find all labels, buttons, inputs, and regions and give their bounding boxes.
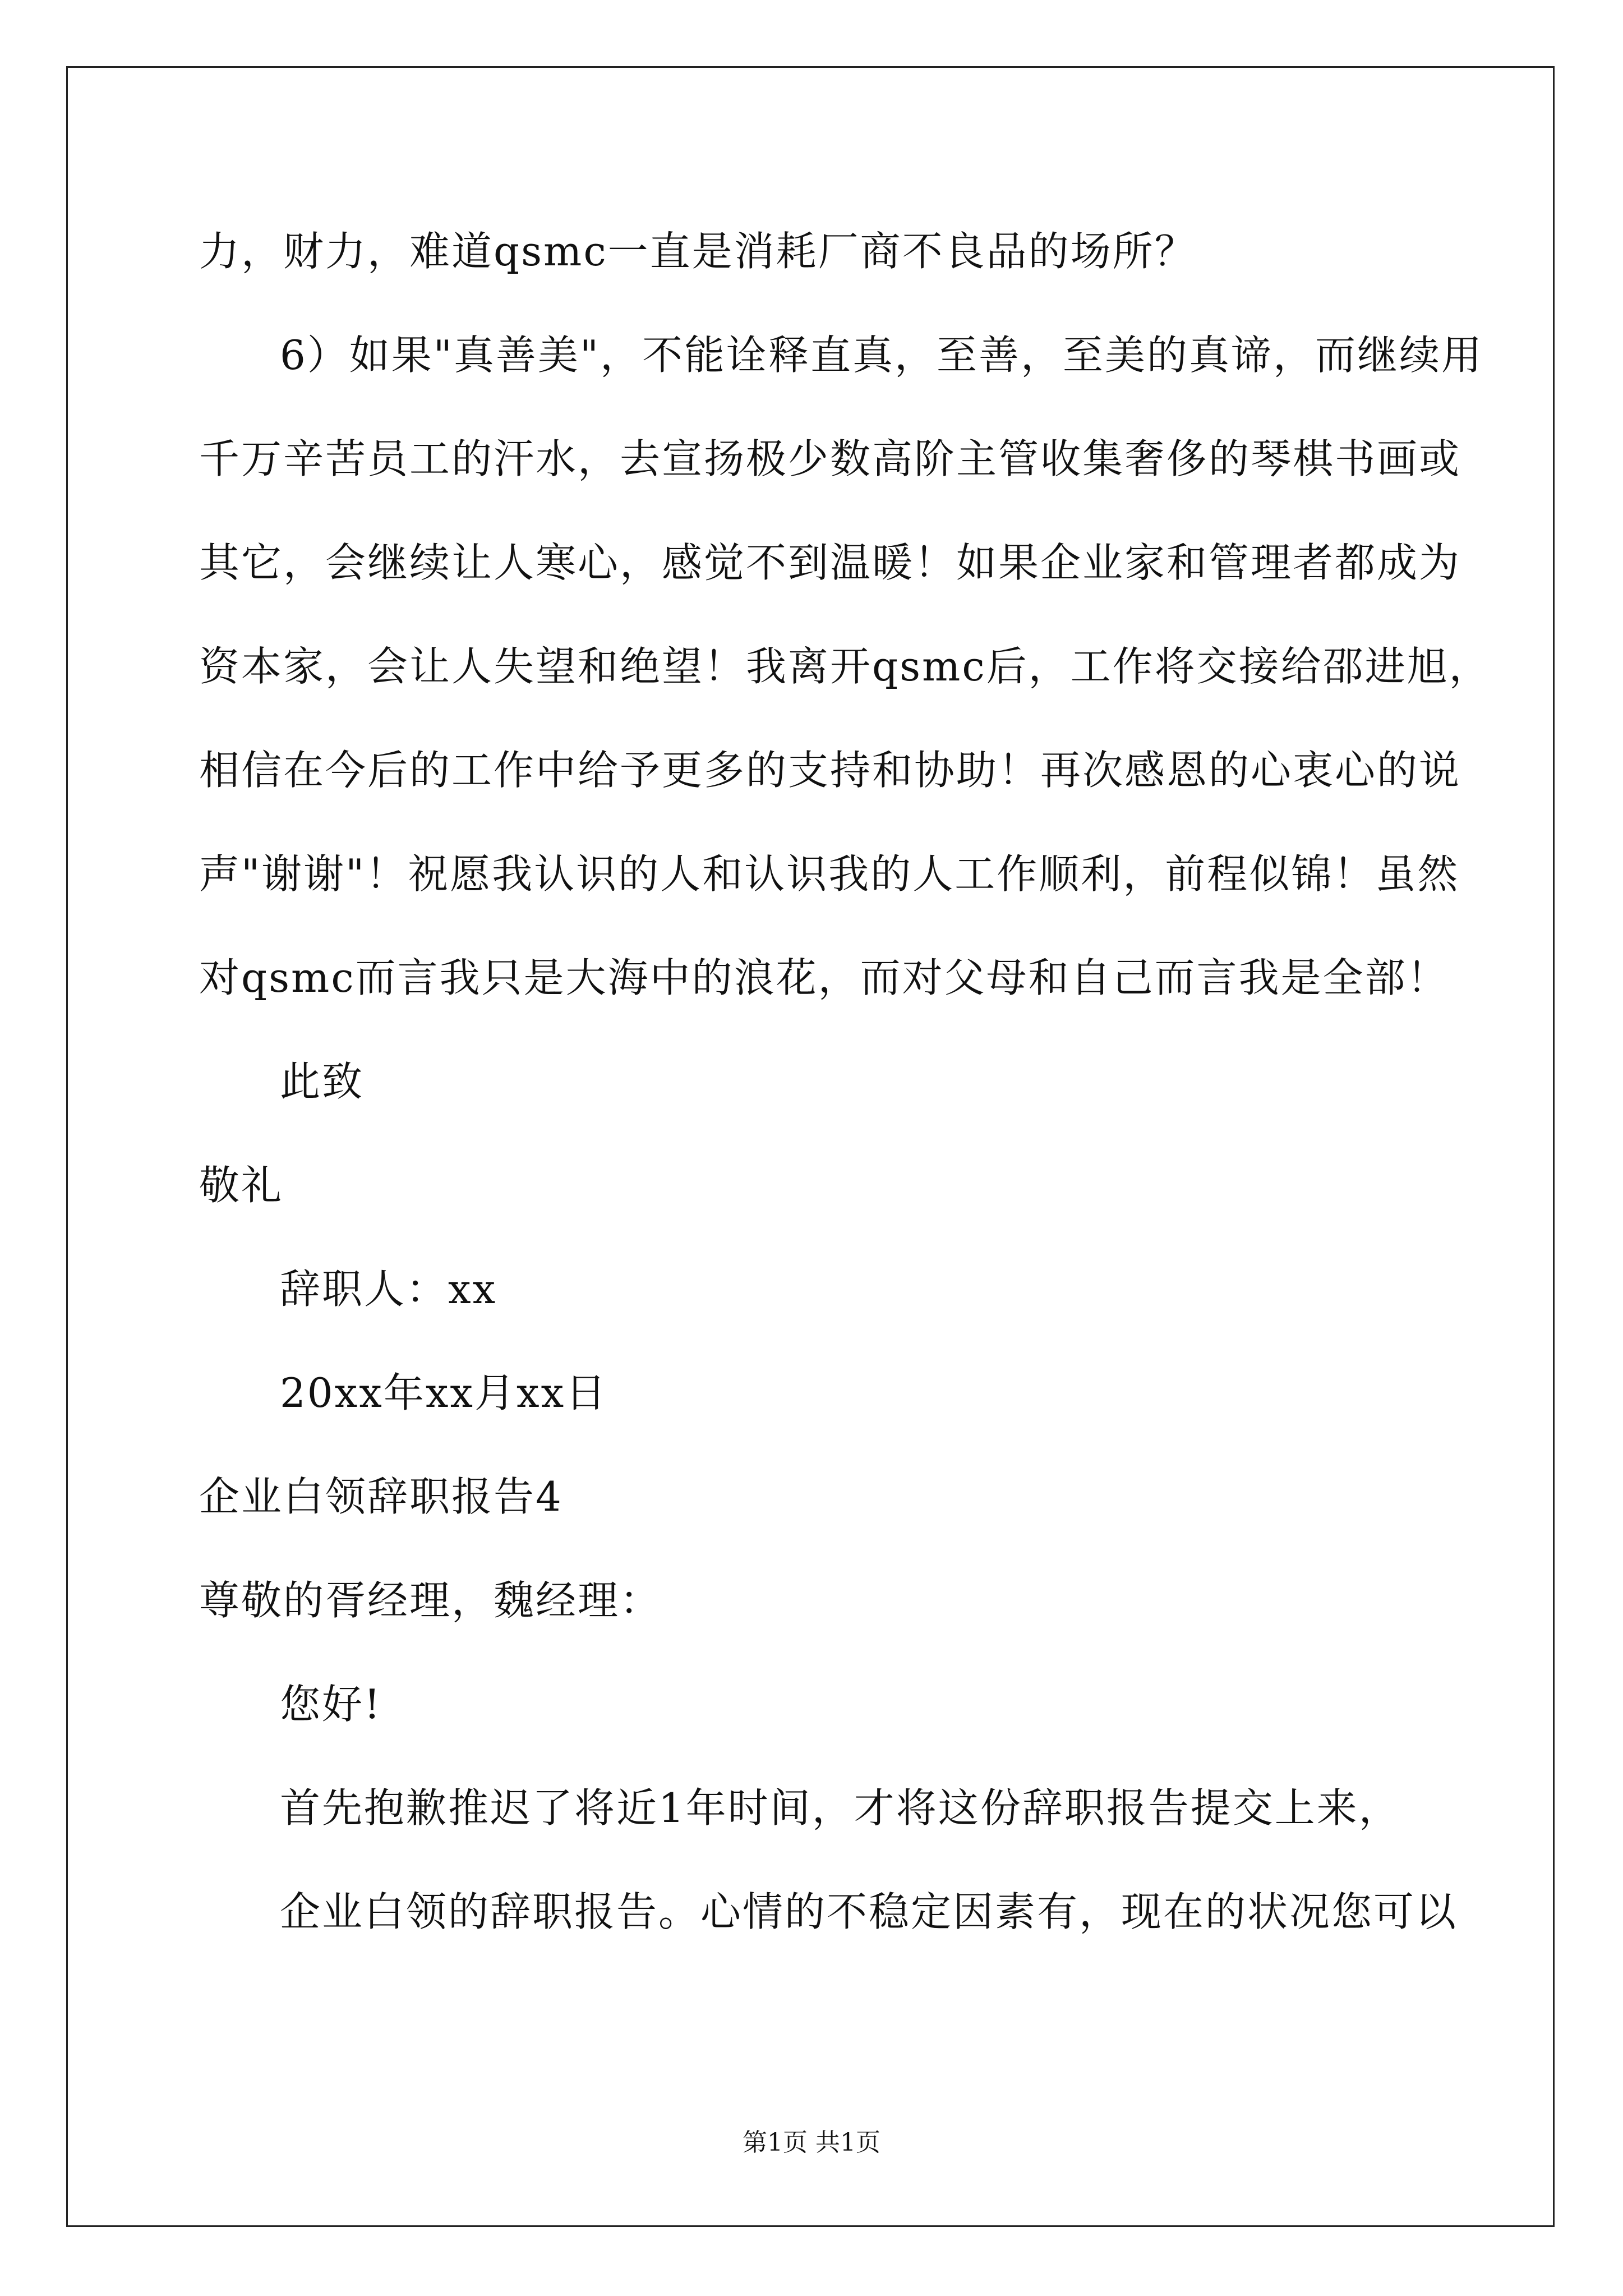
signature-line: 辞职人：xx xyxy=(280,1266,497,1313)
text-line: 千万辛苦员工的汗水，去宣扬极少数高阶主管收集奢侈的琴棋书画或 xyxy=(199,435,1461,482)
text-line: 企业白领的辞职报告。心情的不稳定因素有，现在的状况您可以 xyxy=(280,1888,1458,1935)
greeting: 您好! xyxy=(280,1681,382,1728)
text-line: 其它，会继续让人寒心，感觉不到温暖！如果企业家和管理者都成为 xyxy=(199,539,1461,586)
addressee: 尊敬的胥经理，魏经理： xyxy=(199,1577,662,1624)
text-line: 力，财力，难道qsmc一直是消耗厂商不良品的场所？ xyxy=(199,228,1197,275)
text-line: 首先抱歉推迟了将近1年时间，才将这份辞职报告提交上来， xyxy=(280,1784,1401,1832)
closing-regards: 敬礼 xyxy=(199,1162,284,1209)
text-line: 声"谢谢"！祝愿我认识的人和认识我的人工作顺利，前程似锦！虽然 xyxy=(199,850,1460,898)
date-line: 20xx年xx月xx日 xyxy=(280,1369,608,1416)
page-number-footer: 第1页 共1页 xyxy=(743,2128,880,2157)
text-line: 相信在今后的工作中给予更多的支持和协助！再次感恩的心衷心的说 xyxy=(199,747,1461,794)
closing-salutation: 此致 xyxy=(280,1058,365,1105)
text-line: 6）如果"真善美"，不能诠释直真，至善，至美的真谛，而继续用 xyxy=(280,332,1484,379)
text-line: 资本家，会让人失望和绝望！我离开qsmc后，工作将交接给邵进旭， xyxy=(199,643,1491,690)
text-line: 对qsmc而言我只是大海中的浪花，而对父母和自己而言我是全部！ xyxy=(199,954,1449,1001)
section-title: 企业白领辞职报告4 xyxy=(199,1473,563,1520)
